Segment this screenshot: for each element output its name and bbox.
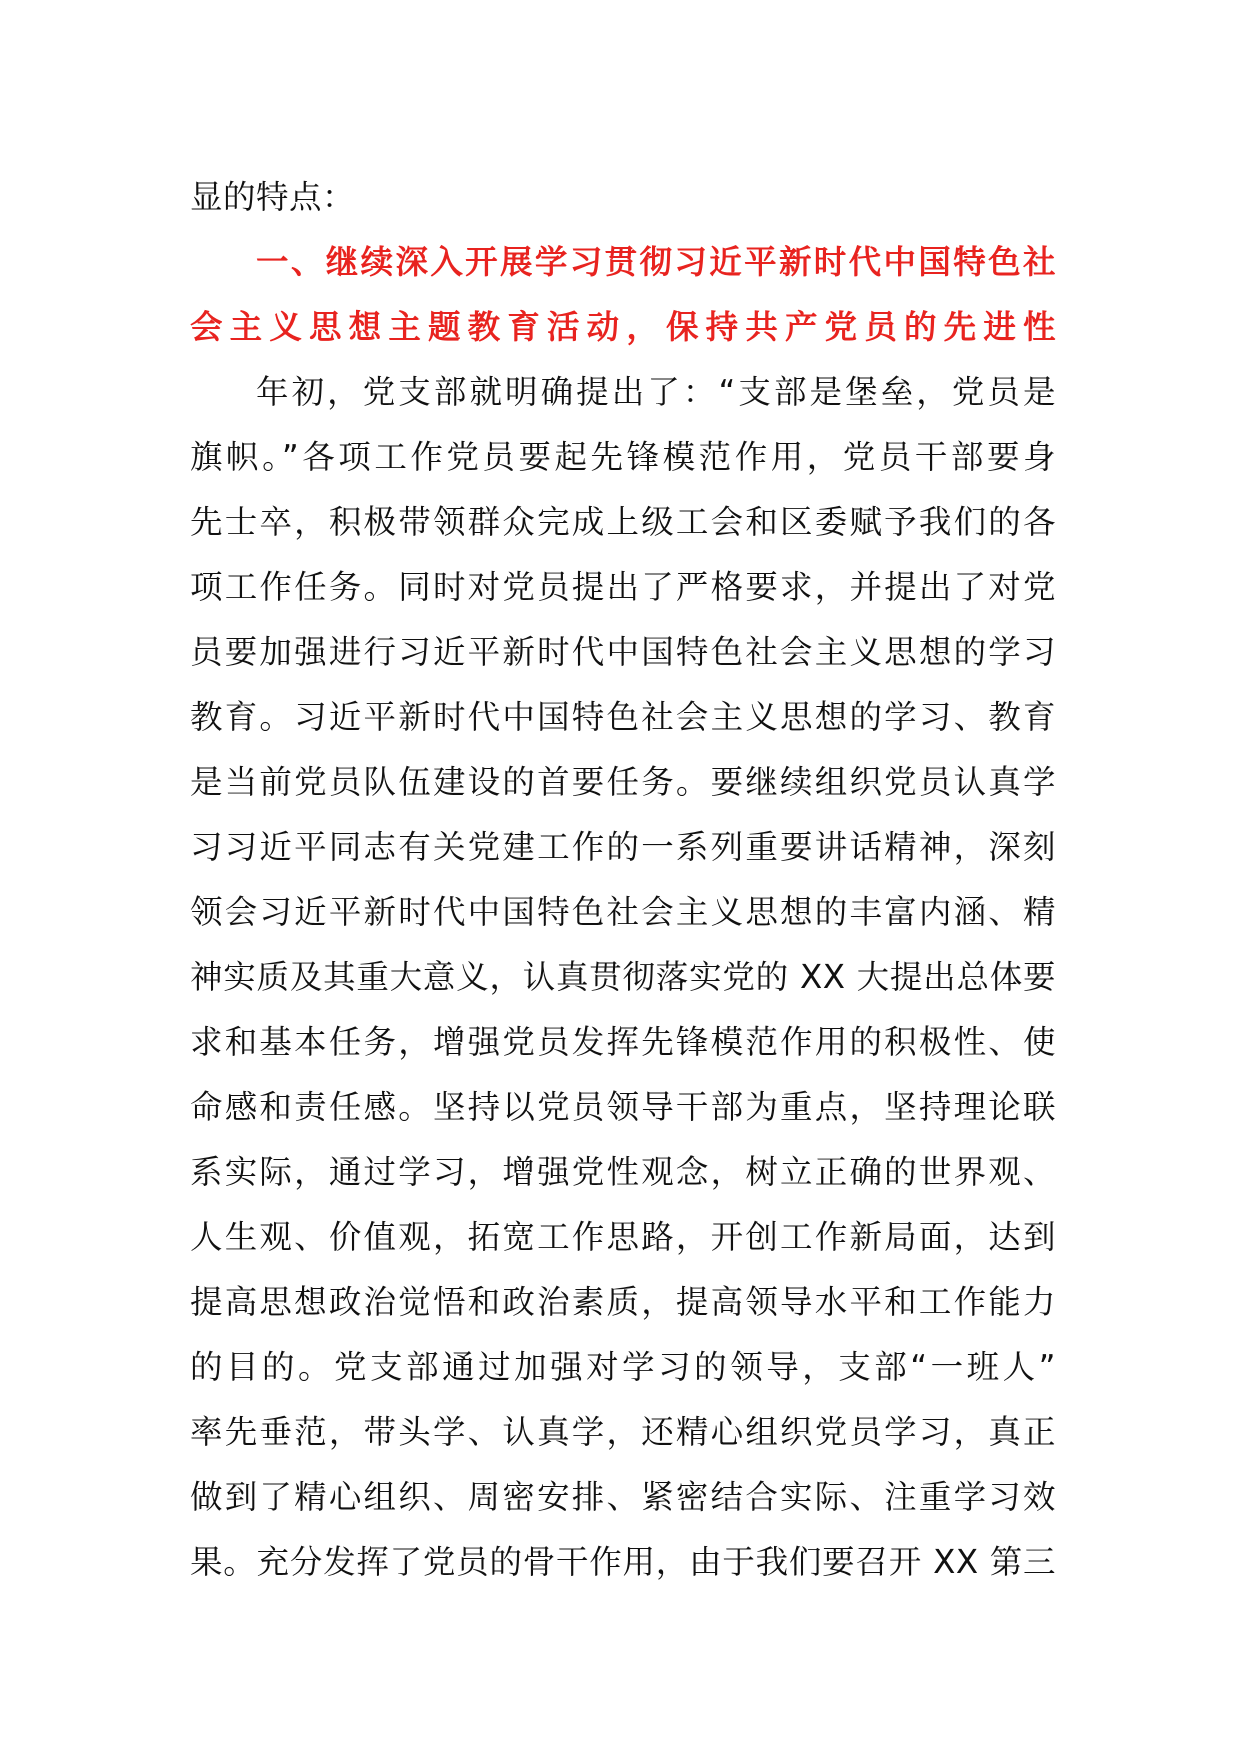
paragraph-line: 神实质及其重大意义，认真贯彻落实党的 XX 大提出总体要 <box>190 958 1056 996</box>
paragraph-line: 提高思想政治觉悟和政治素质，提高领导水平和工作能力 <box>190 1283 1056 1321</box>
paragraph-line: 习习近平同志有关党建工作的一系列重要讲话精神，深刻 <box>190 828 1056 866</box>
document-page <box>190 165 1056 1595</box>
paragraph-line: 项工作任务。同时对党员提出了严格要求，并提出了对党 <box>190 568 1056 606</box>
paragraph-line: 系实际，通过学习，增强党性观念，树立正确的世界观、 <box>190 1153 1056 1191</box>
heading-line: 会主义思想主题教育活动，保持共产党员的先进性 <box>190 308 1056 346</box>
paragraph-line: 做到了精心组织、周密安排、紧密结合实际、注重学习效 <box>190 1478 1056 1516</box>
paragraph-line: 人生观、价值观，拓宽工作思路，开创工作新局面，达到 <box>190 1218 1056 1256</box>
paragraph-line: 率先垂范，带头学、认真学，还精心组织党员学习，真正 <box>190 1413 1056 1451</box>
paragraph-line: 旗帜。”各项工作党员要起先锋模范作用，党员干部要身 <box>190 438 1056 476</box>
section-heading <box>190 230 1056 360</box>
paragraph-line: 教育。习近平新时代中国特色社会主义思想的学习、教育 <box>190 698 1056 736</box>
paragraph-line: 求和基本任务，增强党员发挥先锋模范作用的积极性、使 <box>190 1023 1056 1061</box>
paragraph-line: 的目的。党支部通过加强对学习的领导，支部“一班人” <box>190 1348 1056 1386</box>
paragraph-line: 员要加强进行习近平新时代中国特色社会主义思想的学习 <box>190 633 1056 671</box>
body-paragraph <box>190 360 1056 1595</box>
paragraph-line: 领会习近平新时代中国特色社会主义思想的丰富内涵、精 <box>190 893 1056 931</box>
paragraph-line: 先士卒，积极带领群众完成上级工会和区委赋予我们的各 <box>190 503 1056 541</box>
paragraph-line: 命感和责任感。坚持以党员领导干部为重点，坚持理论联 <box>190 1088 1056 1126</box>
heading-line: 一、继续深入开展学习贯彻习近平新时代中国特色社 <box>256 243 1056 281</box>
paragraph-line: 果。充分发挥了党员的骨干作用，由于我们要召开 XX 第三 <box>190 1543 1056 1581</box>
paragraph-line: 是当前党员队伍建设的首要任务。要继续组织党员认真学 <box>190 763 1056 801</box>
paragraph-line: 年初，党支部就明确提出了：“支部是堡垒，党员是 <box>256 373 1056 411</box>
intro-line: 显的特点： <box>190 178 356 216</box>
